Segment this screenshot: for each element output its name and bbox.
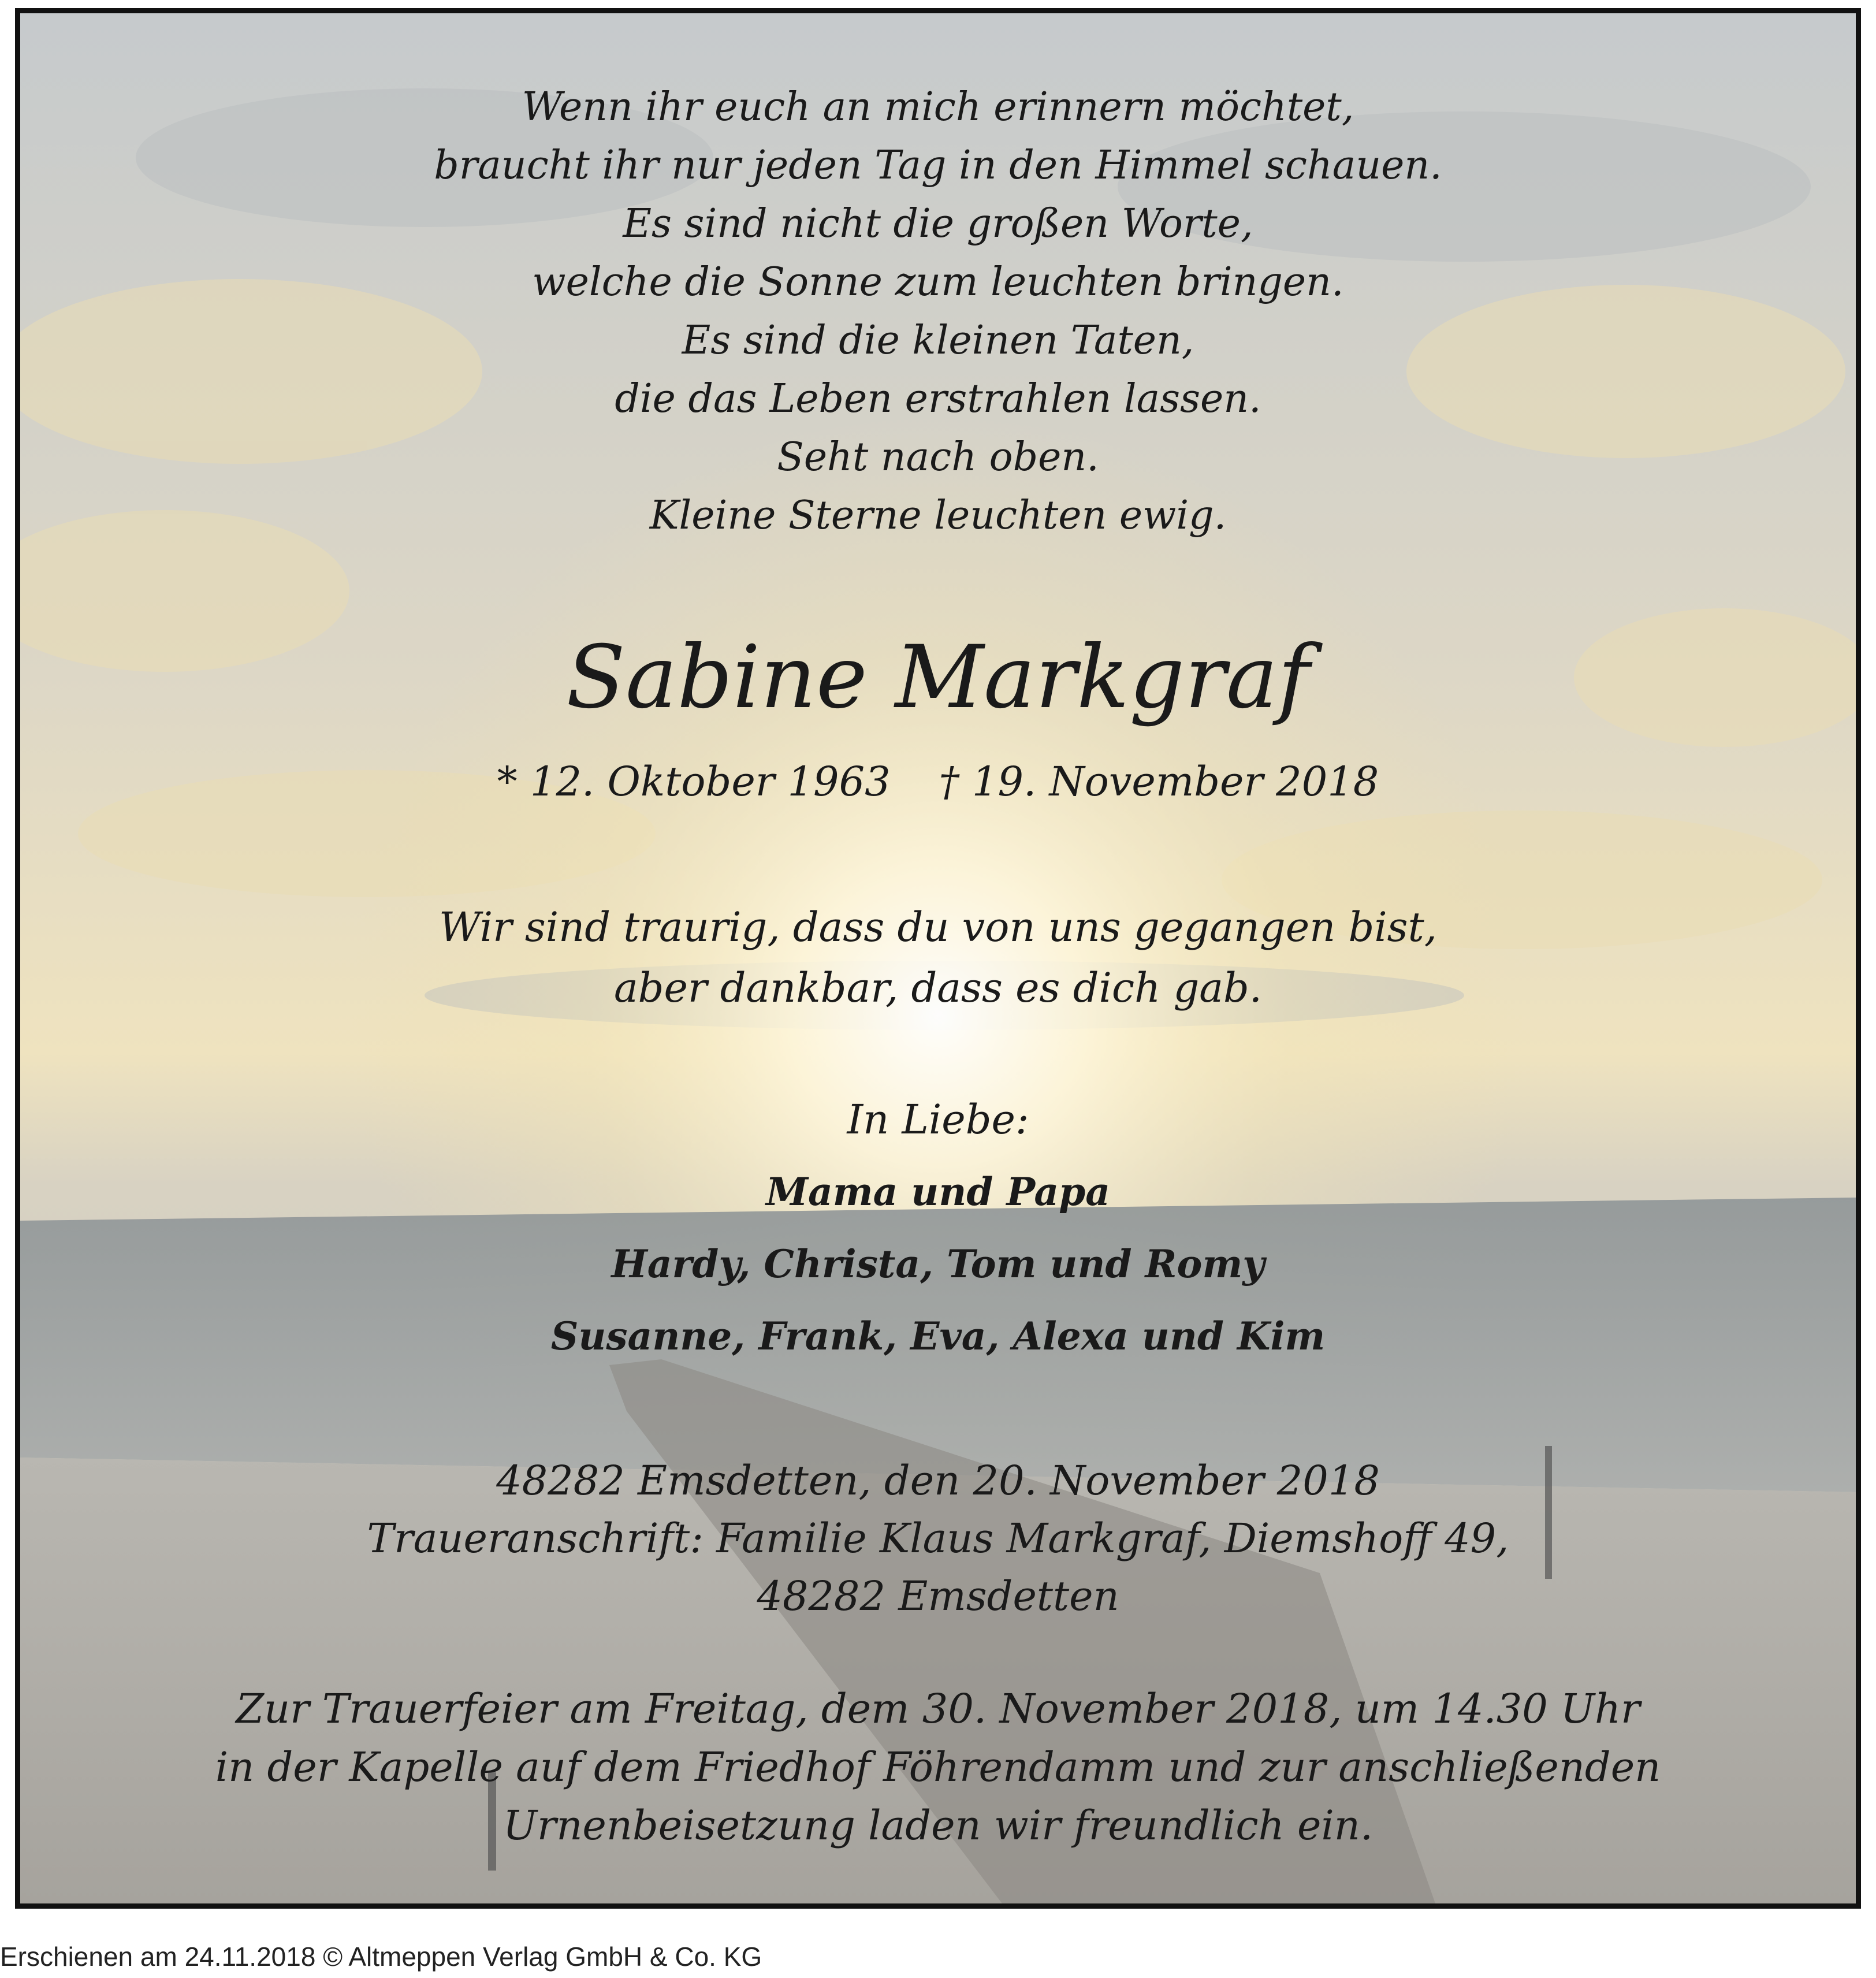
address-line: 48282 Emsdetten, den 20. November 2018 <box>496 1457 1380 1504</box>
poem-line: die das Leben erstrahlen lassen. <box>615 376 1261 422</box>
ceremony-line: in der Kapelle auf dem Friedhof Föhrendamm und zur anschließenden <box>215 1743 1661 1791</box>
poem-line: welche die Sonne zum leuchten bringen. <box>532 259 1344 305</box>
birth-date: * 12. Oktober 1963 <box>497 758 891 805</box>
address-line: 48282 Emsdetten <box>757 1572 1119 1620</box>
ceremony-line: Zur Trauerfeier am Freitag, dem 30. November 2018, um 14.30 Uhr <box>236 1685 1640 1732</box>
quote-line: aber dankbar, dass es dich gab. <box>613 964 1263 1012</box>
poem-line: Kleine Sterne leuchten ewig. <box>649 493 1227 538</box>
poem-line: Wenn ihr euch an mich erinnern möchtet, <box>522 84 1354 130</box>
ceremony-info <box>20 1680 1856 1855</box>
poem-line: Es sind die kleinen Taten, <box>682 318 1194 363</box>
family-line: Mama und Papa <box>765 1169 1111 1214</box>
death-date: † 19. November 2018 <box>939 758 1379 805</box>
family-line: Hardy, Christa, Tom und Romy <box>611 1241 1265 1287</box>
love-label: In Liebe: <box>847 1096 1029 1143</box>
obituary-notice <box>15 8 1861 1909</box>
poem-line: braucht ihr nur jeden Tag in den Himmel schauen. <box>434 143 1442 188</box>
address-line: Traueranschrift: Familie Klaus Markgraf, Diemshoff 49, <box>367 1515 1509 1562</box>
address <box>20 1452 1856 1625</box>
poem <box>20 78 1856 545</box>
quote <box>20 897 1856 1018</box>
deceased-name: Sabine Markgraf <box>566 627 1310 728</box>
poem-line: Es sind nicht die großen Worte, <box>623 201 1253 247</box>
family-line: Susanne, Frank, Eva, Alexa und Kim <box>550 1314 1326 1359</box>
poem-line: Seht nach oben. <box>777 434 1099 480</box>
quote-line: Wir sind traurig, dass du von uns gegangen bist, <box>439 904 1437 951</box>
publication-footer: Erschienen am 24.11.2018 © Altmeppen Verlag GmbH & Co. KG <box>0 1942 762 1972</box>
ceremony-line: Urnenbeisetzung laden wir freundlich ein. <box>502 1802 1374 1849</box>
life-dates <box>20 753 1856 810</box>
